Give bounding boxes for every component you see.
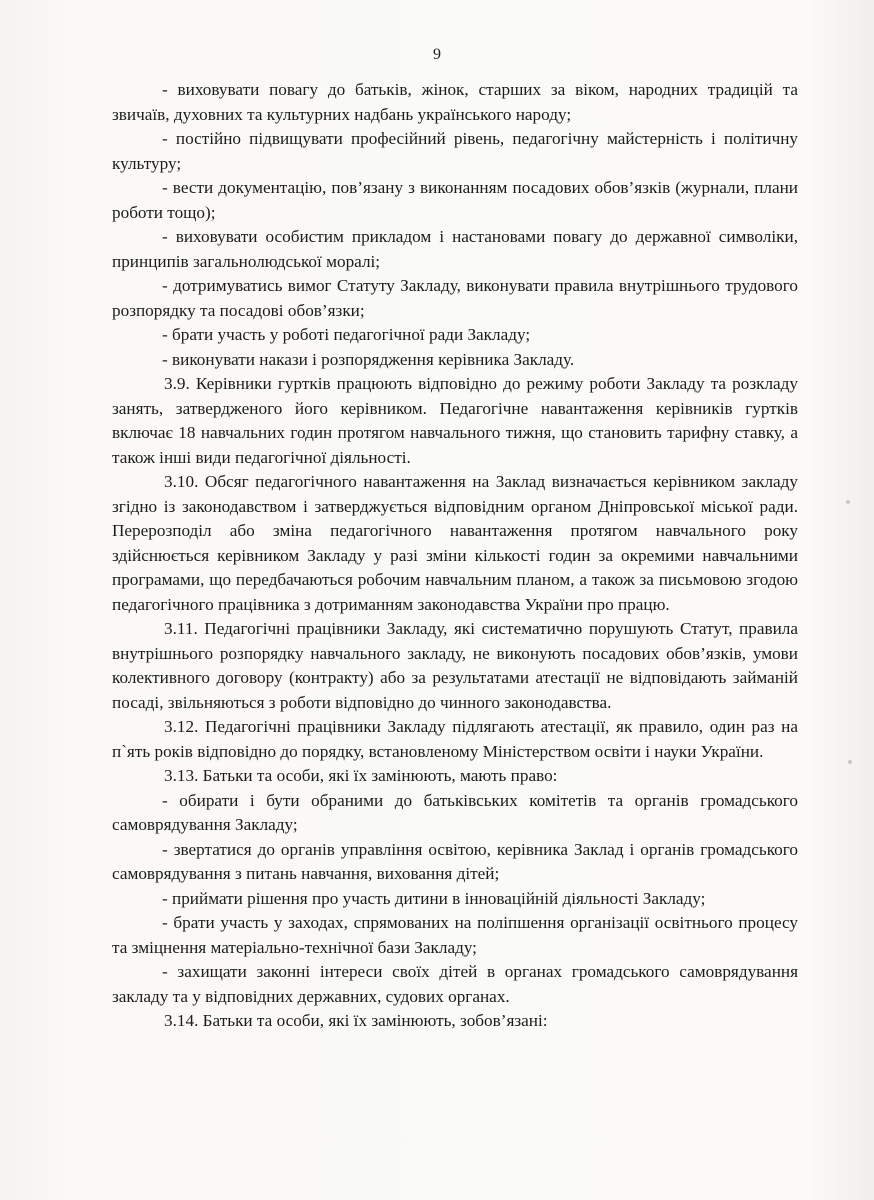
paragraph: 3.11. Педагогічні працівники Закладу, які систематично порушують Статут, правила внутрішнього розпорядку навчального закладу, не виконують посадових обов’язків, умови колективного договору (контракту) або за результатами атестації не відповідають займаній посаді, звільняються з роботи відповідно до чинного законодавства.	[112, 619, 798, 712]
paragraph: - виховувати повагу до батьків, жінок, старших за віком, народних традицій та звичаїв, духовних та культурних надбань українського народу;	[112, 80, 798, 124]
paragraph: 3.10. Обсяг педагогічного навантаження на Заклад визначається керівником закладу згідно із законодавством і затверджується відповідним органом Дніпровської міської ради. Перерозподіл або зміна педагогічного навантаження протягом навчального року здійснюється керівником Закладу у разі зміни кількості годин за окремими навчальними програмами, що передбачаються робочим навчальним планом, а також за письмовою згодою педагогічного працівника з дотриманням законодавства України про працю.	[112, 472, 798, 614]
scan-speck	[846, 500, 850, 504]
paragraph: - звертатися до органів управління освітою, керівника Заклад і органів громадського самоврядування з питань навчання, виховання дітей;	[112, 839, 798, 883]
paragraph: - виховувати особистим прикладом і настановами повагу до державної символіки, принципів загальнолюдської моралі;	[112, 227, 798, 271]
paragraph: 3.14. Батьки та особи, які їх замінюють, зобов’язані:	[164, 1011, 548, 1030]
paragraph: - постійно підвищувати професійний рівень, педагогічну майстерність і політичну культуру;	[112, 129, 798, 173]
paragraph: 3.9. Керівники гуртків працюють відповідно до режиму роботи Закладу та розкладу занять, затвердженого його керівником. Педагогічне навантаження керівників гуртків включає 18 навчальних годин протягом навчального тижня, що становить тарифну ставку, а також інші види педагогічної діяльності.	[112, 374, 798, 467]
paragraph: - приймати рішення про участь дитини в інноваційній діяльності Закладу;	[162, 888, 706, 908]
document-body	[112, 78, 798, 1034]
paragraph: - вести документацію, пов’язану з виконанням посадових обов’язків (журнали, плани роботи тощо);	[112, 178, 798, 222]
scan-speck	[848, 760, 852, 764]
paragraph: - виконувати накази і розпорядження керівника Закладу.	[162, 349, 575, 369]
paragraph: - захищати законні інтереси своїх дітей в органах громадського самоврядування закладу та у відповідних державних, судових органах.	[112, 962, 798, 1006]
paragraph: - обирати і бути обраними до батьківських комітетів та органів громадського самоврядування Закладу;	[112, 790, 798, 834]
paragraph: - дотримуватись вимог Статуту Закладу, виконувати правила внутрішнього трудового розпорядку та посадові обов’язки;	[112, 276, 798, 320]
paragraph: 3.13. Батьки та особи, які їх замінюють, мають право:	[164, 766, 558, 785]
page-number: 9	[433, 46, 441, 63]
paragraph: - брати участь у заходах, спрямованих на поліпшення організації освітнього процесу та зміцнення матеріально-технічної бази Закладу;	[112, 913, 798, 957]
paragraph: - брати участь у роботі педагогічної ради Закладу;	[162, 325, 531, 344]
paragraph: 3.12. Педагогічні працівники Закладу підлягають атестації, як правило, один раз на п`ять років відповідно до порядку, встановленому Міністерством освіти і науки України.	[112, 717, 798, 761]
